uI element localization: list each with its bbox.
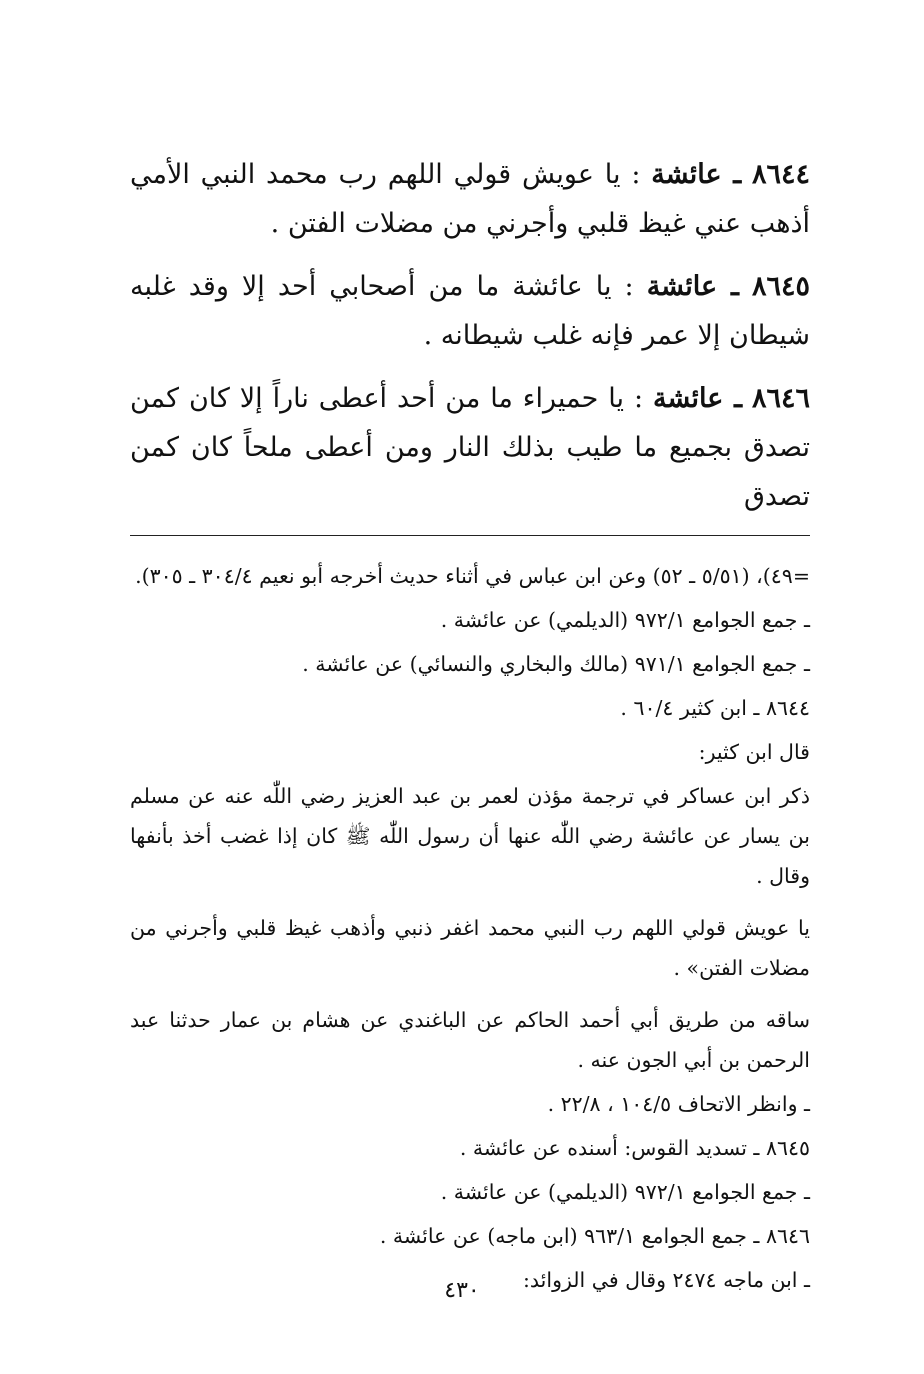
entry-narrator: عائشة <box>651 159 722 190</box>
footnote-line: ـ وانظر الاتحاف ١٠٤/٥ ، ٢٢/٨ . <box>547 1092 810 1116</box>
footnote-line: ـ جمع الجوامع ٩٧١/١ (مالك والبخاري والنسائي) عن عائشة . <box>302 652 810 676</box>
footnote-line: ـ جمع الجوامع ٩٧٢/١ (الديلمي) عن عائشة . <box>440 608 810 632</box>
footnote-continuation: =٤٩)، (٥/٥١ ـ ٥٢) وعن ابن عباس في أثناء حديث أخرجه أبو نعيم ٣٠٤/٤ ـ ٣٠٥). <box>135 564 810 588</box>
footnote-line: ساقه من طريق أبي أحمد الحاكم عن الباغندي عن هشام بن عمار حدثنا عبد الرحمن بن أبي الجون عنه . <box>130 1008 810 1072</box>
entry-narrator: عائشة <box>652 383 724 414</box>
hadith-entry-8646: ٨٦٤٦ ـ عائشة : يا حميراء ما من أحد أعطى ناراً إلا كان كمن تصدق بجميع ما طيب بذلك النار ومن أعطى ملحاً كان كمن تصدق <box>130 383 810 512</box>
entry-text: : يا حميراء ما من أحد أعطى ناراً إلا كان كمن تصدق بجميع ما طيب بذلك النار ومن أعطى ملحاً كان كمن تصدق <box>130 383 810 512</box>
page-content <box>130 150 810 1304</box>
entry-number: ٨٦٤٤ <box>752 159 811 190</box>
footnote-line: ـ جمع الجوامع ٩٧٢/١ (الديلمي) عن عائشة . <box>440 1180 810 1204</box>
footnote-line: قال ابن كثير: <box>698 740 810 764</box>
hadith-entry-8644: ٨٦٤٤ ـ عائشة : يا عويش قولي اللهم رب محمد النبي الأمي أذهب عني غيظ قلبي وأجرني من مضلات الفتن . <box>130 159 811 239</box>
footnote-8645: ٨٦٤٥ ـ تسديد القوس: أسنده عن عائشة . <box>459 1136 810 1160</box>
footnote-quote: ذكر ابن عساكر في ترجمة مؤذن لعمر بن عبد العزيز رضي اللّٰه عنه عن مسلم بن يسار عن عائشة رضي اللّٰه عنها أن رسول اللّٰه ﷺ كان إذا غضب أخذ بأنفها وقال . <box>130 784 810 888</box>
footnote-line: ـ ابن ماجه ٢٤٧٤ وقال في الزوائد: <box>523 1268 810 1292</box>
hadith-entry-8645: ٨٦٤٥ ـ عائشة : يا عائشة ما من أصحابي أحد إلا وقد غلبه شيطان إلا عمر فإنه غلب شيطانه . <box>130 271 810 351</box>
hadith-entries <box>130 150 810 521</box>
footnotes <box>130 556 810 1300</box>
footnote-8646: ٨٦٤٦ ـ جمع الجوامع ٩٦٣/١ (ابن ماجه) عن عائشة . <box>379 1224 810 1248</box>
entry-text: : يا عويش قولي اللهم رب محمد النبي الأمي أذهب عني غيظ قلبي وأجرني من مضلات الفتن . <box>130 159 810 239</box>
entry-number: ٨٦٤٥ <box>751 271 810 302</box>
entry-text: : يا عائشة ما من أصحابي أحد إلا وقد غلبه شيطان إلا عمر فإنه غلب شيطانه . <box>130 271 810 351</box>
entry-narrator: عائشة <box>646 271 718 302</box>
footnote-quote: يا عويش قولي اللهم رب النبي محمد اغفر ذنبي وأذهب غيظ قلبي وأجرني من مضلات الفتن» . <box>130 916 810 980</box>
footnote-divider <box>130 535 810 536</box>
footnote-8644: ٨٦٤٤ ـ ابن كثير ٦٠/٤ . <box>620 696 810 720</box>
entry-number: ٨٦٤٦ <box>751 383 810 414</box>
page-number: ٤٣٠ <box>444 1278 480 1303</box>
